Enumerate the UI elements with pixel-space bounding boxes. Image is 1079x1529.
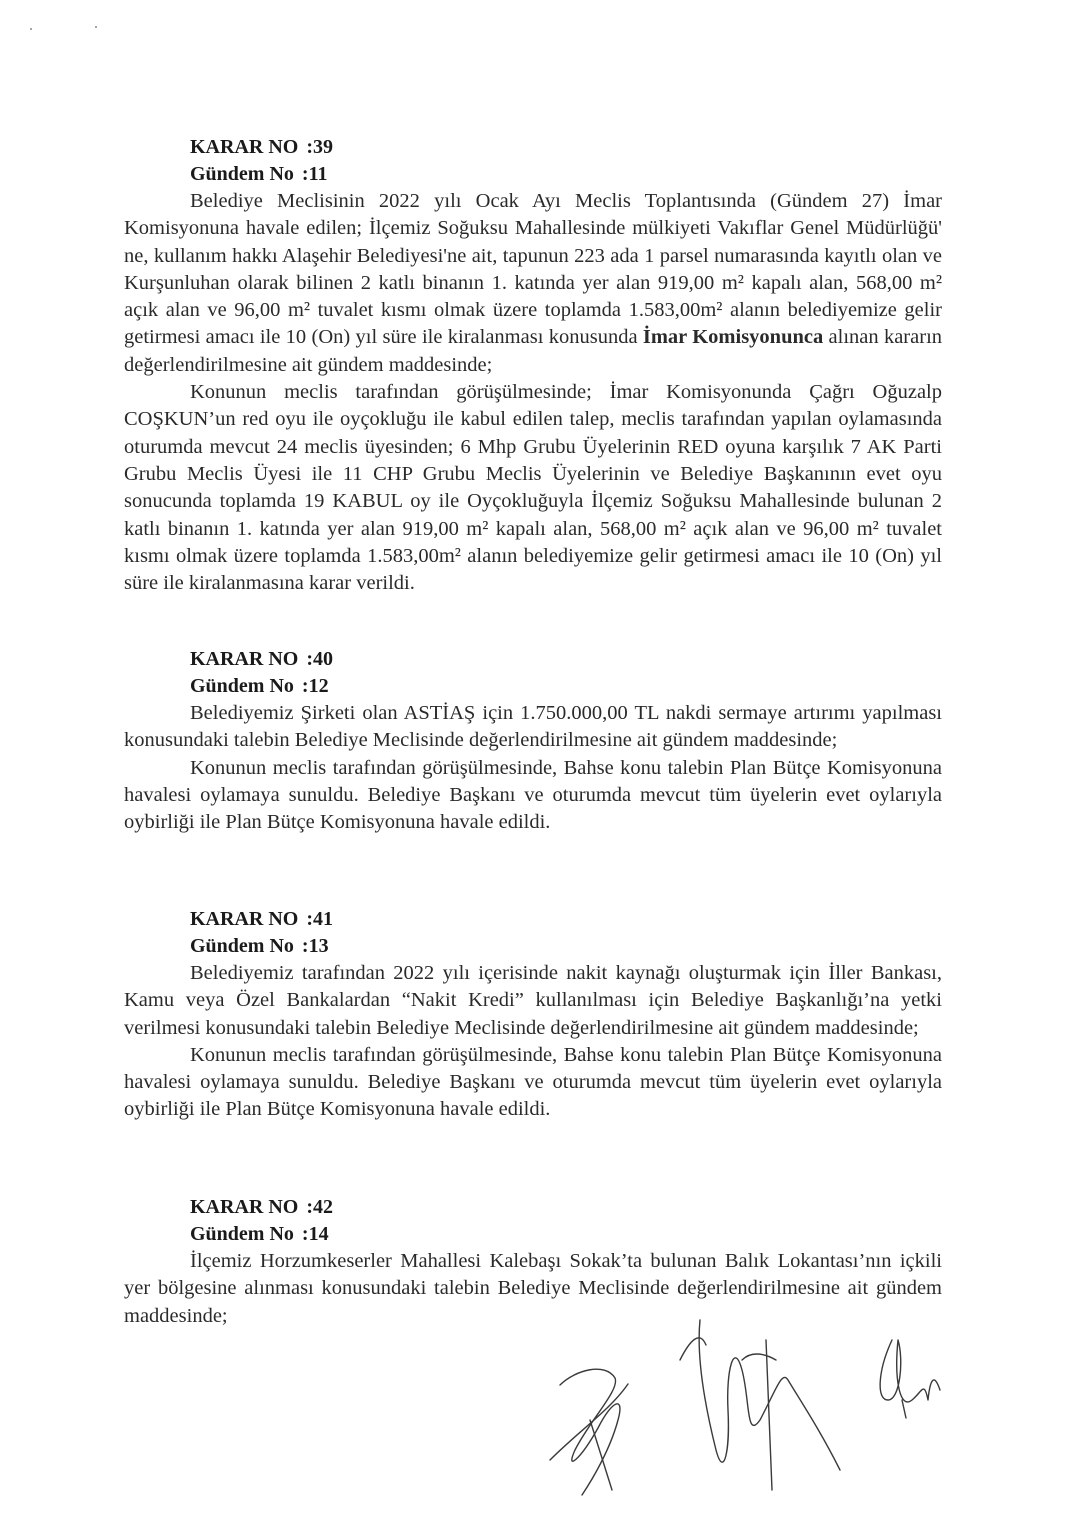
karar-number: :42: [306, 1196, 334, 1218]
karar-number: :41: [306, 908, 334, 930]
decision-paragraph: Konunun meclis tarafından görüşülmesinde; İmar Komisyonunda Çağrı Oğuzalp COŞKUN’un red oyu ile oyçokluğu ile kabul edilen talep, meclis tarafından yapılan oylamasında oturumda mevcut 24 meclis üyesinden; 6 Mhp Grubu Üyelerinin RED oyuna karşılık 7 AK Parti Grubu Meclis Üyesi ile 11 CHP Grubu Meclis Üyelerinin ve Belediye Başkanının evet oyu sonucunda toplamda 19 KABUL oy ile Oyçokluğuyla İlçemiz Soğuksu Mahallesinde bulunan 2 katlı binanın 1. katında yer alan 919,00 m² kapalı alan, 568,00 m² açık alan ve 96,00 m² tuvalet kısmı olmak üzere toplamda 1.583,00m² alanın belediyemize gelir getirmesi amacı ile 10 (On) yıl süre ile kiralanmasına karar verildi.: [124, 381, 942, 595]
gundem-label: Gündem No: [190, 1223, 294, 1245]
decision-paragraph: Konunun meclis tarafından görüşülmesinde, Bahse konu talebin Plan Bütçe Komisyonuna havalesi oylamaya sunuldu. Belediye Başkanı ve oturumda mevcut tüm üyelerin evet oylarıyla oybirliği ile Plan Bütçe Komisyonuna havale edildi.: [124, 1043, 942, 1121]
gundem-number: :14: [301, 1223, 329, 1245]
karar-label: KARAR NO: [190, 136, 299, 158]
karar-heading: [124, 646, 942, 673]
karar-number: :39: [306, 136, 334, 158]
gundem-label: Gündem No: [190, 935, 294, 957]
emphasis-text: İmar Komisyonunca: [642, 326, 824, 349]
decision-paragraph: İlçemiz Horzumkeserler Mahallesi Kalebaşı Sokak’ta bulunan Balık Lokantası’nın içkili yer bölgesine alınması konusundaki talebin Belediye Meclisinde değerlendirilmesine ait gündem maddesinde;: [124, 1250, 942, 1327]
karar-label: KARAR NO: [190, 908, 299, 930]
karar-heading: [124, 134, 942, 161]
decision-paragraph: Belediye Meclisinin 2022 yılı Ocak Ayı Meclis Toplantısında (Gündem 27) İmar Komisyonuna havale edilen; İlçemiz Soğuksu Mahallesinde mülkiyeti Vakıflar Genel Müdürlüğü' ne, kullanım hakkı Alaşehir Belediyesi'ne ait, tapunun 223 ada 1 parsel numarasında kayıtlı olan ve Kurşunluhan olarak bilinen 2 katlı binanın 1. katında yer alan 919,00 m² kapalı alan, 568,00 m² açık alan ve 96,00 m² tuvalet kısmı olmak üzere toplamda 1.583,00m² alanın belediyemize gelir getirmesi amacı ile 10 (On) yıl süre ile kiralanması konusunda İmar Komisyonunca alınan kararın değerlendirilmesine ait gündem maddesinde;: [124, 190, 943, 376]
signature-2: [699, 1320, 840, 1470]
gundem-heading: [124, 1221, 942, 1248]
decision-paragraph: Belediyemiz Şirketi olan ASTİAŞ için 1.750.000,00 TL nakdi sermaye artırımı yapılması konusundaki talebin Belediye Meclisinde değerlendirilmesine ait gündem maddesinde;: [124, 702, 942, 752]
karar-number: :40: [306, 648, 334, 670]
signatures: [520, 1300, 960, 1500]
gundem-number: :11: [301, 163, 328, 185]
decision-41: [124, 906, 942, 1124]
gundem-number: :13: [301, 935, 329, 957]
karar-heading: [124, 906, 942, 933]
decision-39: [124, 134, 942, 597]
gundem-label: Gündem No: [190, 675, 294, 697]
gundem-heading: [124, 161, 942, 188]
decision-40: [124, 646, 942, 836]
signature-1: [560, 1369, 620, 1495]
decision-paragraph: Konunun meclis tarafından görüşülmesinde, Bahse konu talebin Plan Bütçe Komisyonuna havalesi oylamaya sunuldu. Belediye Başkanı ve oturumda mevcut tüm üyelerin evet oylarıyla oybirliği ile Plan Bütçe Komisyonuna havale edildi.: [124, 756, 942, 834]
gundem-label: Gündem No: [190, 163, 294, 185]
gundem-heading: [124, 673, 942, 700]
scan-speck: [95, 26, 97, 28]
signature-3: [880, 1340, 940, 1402]
scan-speck: [30, 28, 32, 30]
gundem-heading: [124, 933, 942, 960]
karar-heading: [124, 1194, 942, 1221]
karar-label: KARAR NO: [190, 648, 299, 670]
gundem-number: :12: [301, 675, 329, 697]
karar-label: KARAR NO: [190, 1196, 299, 1218]
decision-paragraph: Belediyemiz tarafından 2022 yılı içerisinde nakit kaynağı oluşturmak için İller Bankası, Kamu veya Özel Bankalardan “Nakit Kredi” kullanılması için Belediye Başkanlığı’na yetki verilmesi konusundaki talebin Belediye Meclisinde değerlendirilmesine ait gündem maddesinde;: [124, 962, 942, 1039]
